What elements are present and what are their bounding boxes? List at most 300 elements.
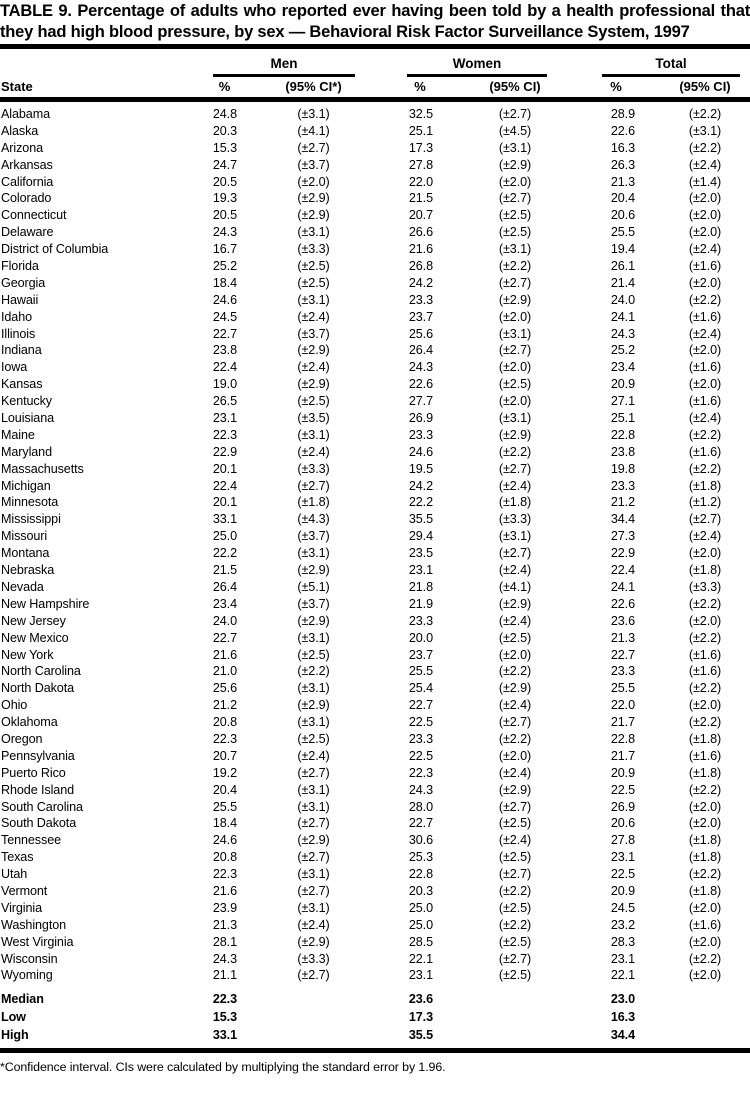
- state-cell: Puerto Rico: [1, 765, 66, 780]
- total-pct-cell: 23.3: [610, 478, 635, 493]
- men-ci-cell: (±2.5): [297, 731, 330, 746]
- state-cell: New York: [1, 647, 54, 662]
- men-pct-cell: 20.8: [212, 850, 237, 865]
- women-pct-cell: 30.6: [408, 833, 433, 848]
- table-row: [0, 866, 750, 883]
- women-pct-cell: 35.5: [408, 1027, 433, 1042]
- total-pct-cell: 28.3: [610, 934, 635, 949]
- total-ci-cell: (±2.0): [688, 934, 722, 949]
- women-ci-cell: (±3.1): [498, 242, 532, 257]
- table-row: [0, 528, 750, 545]
- footnote: *Confidence interval. CIs were calculated by multiplying the standard error by 1.96.: [0, 1060, 446, 1075]
- total-pct-cell: 22.6: [610, 123, 635, 138]
- men-ci-cell: (±3.3): [297, 461, 330, 476]
- women-pct-cell: 21.9: [408, 596, 433, 611]
- total-ci-cell: [635, 1027, 750, 1045]
- men-ci-cell: [237, 991, 390, 1009]
- table-row: [0, 511, 750, 528]
- men-pct-cell: 20.5: [212, 208, 237, 223]
- women-pct-cell: 22.5: [408, 748, 433, 763]
- state-cell: Maryland: [1, 444, 52, 459]
- women-pct-cell: 20.7: [408, 208, 433, 223]
- table-row: [0, 461, 750, 478]
- total-ci-cell: (±2.4): [688, 529, 722, 544]
- state-cell: Idaho: [1, 309, 33, 324]
- total-pct-cell: 24.0: [610, 292, 635, 307]
- table-row: [0, 596, 750, 613]
- women-ci-cell: (±2.4): [498, 613, 532, 628]
- state-cell: Hawaii: [1, 292, 39, 307]
- men-ci-cell: (±2.9): [297, 613, 330, 628]
- men-pct-cell: 20.8: [212, 715, 237, 730]
- women-pct-column-header: %: [414, 79, 426, 94]
- total-ci-cell: (±2.4): [688, 326, 722, 341]
- column-group-men-label: Men: [270, 56, 298, 71]
- total-ci-cell: (±2.2): [688, 782, 722, 797]
- total-ci-cell: (±2.2): [688, 596, 722, 611]
- table-header: [0, 49, 750, 97]
- total-pct-cell: 25.2: [610, 343, 635, 358]
- total-ci-cell: (±2.0): [688, 546, 722, 561]
- total-ci-cell: (±2.4): [688, 157, 722, 172]
- total-ci-cell: (±2.0): [688, 208, 722, 223]
- men-ci-cell: (±2.5): [297, 394, 330, 409]
- total-pct-cell: 23.2: [610, 917, 635, 932]
- men-ci-cell: (±3.1): [297, 900, 330, 915]
- state-cell: Louisiana: [1, 411, 55, 426]
- women-ci-cell: (±2.7): [498, 343, 532, 358]
- table-row: [0, 714, 750, 731]
- total-pct-cell: 24.3: [610, 326, 635, 341]
- men-pct-cell: 25.6: [212, 681, 237, 696]
- column-group-total-label: Total: [655, 56, 687, 71]
- total-pct-cell: 25.1: [610, 411, 635, 426]
- total-pct-cell: 25.5: [610, 225, 635, 240]
- men-pct-cell: 18.4: [212, 816, 237, 831]
- women-ci-cell: (±2.4): [498, 833, 532, 848]
- column-group-women: [407, 56, 547, 77]
- state-cell: Nebraska: [1, 563, 55, 578]
- state-cell: Washington: [1, 917, 67, 932]
- total-ci-cell: (±2.2): [688, 867, 722, 882]
- women-pct-cell: 24.6: [408, 444, 433, 459]
- men-ci-cell: (±2.9): [297, 934, 330, 949]
- women-pct-cell: 23.1: [408, 563, 433, 578]
- total-ci-cell: (±1.8): [688, 563, 722, 578]
- total-ci-cell: (±2.2): [688, 715, 722, 730]
- men-ci-cell: (±3.1): [297, 799, 330, 814]
- men-ci-cell: (±2.5): [297, 275, 330, 290]
- women-ci-cell: (±3.1): [498, 326, 532, 341]
- total-ci-cell: (±1.6): [688, 664, 722, 679]
- total-ci-cell: (±1.4): [688, 174, 722, 189]
- table-row: [0, 647, 750, 664]
- total-ci-cell: (±2.2): [688, 951, 722, 966]
- total-pct-cell: 19.8: [610, 461, 635, 476]
- state-cell: Oklahoma: [1, 715, 58, 730]
- total-ci-cell: (±1.6): [688, 748, 722, 763]
- total-ci-cell: (±2.0): [688, 613, 722, 628]
- women-ci-cell: (±2.2): [498, 883, 532, 898]
- men-pct-cell: 18.4: [212, 275, 237, 290]
- state-cell: North Dakota: [1, 681, 74, 696]
- men-pct-cell: 21.3: [212, 917, 237, 932]
- table-row: [0, 393, 750, 410]
- table-row: [0, 359, 750, 376]
- state-cell: Pennsylvania: [1, 748, 75, 763]
- men-pct-cell: 24.6: [212, 833, 237, 848]
- women-ci-cell: (±2.0): [498, 360, 532, 375]
- state-cell: Arkansas: [1, 157, 53, 172]
- men-ci-cell: (±3.7): [297, 157, 330, 172]
- state-cell: New Jersey: [1, 613, 66, 628]
- table-row: [0, 765, 750, 782]
- men-pct-cell: 28.1: [212, 934, 237, 949]
- total-pct-cell: 21.3: [610, 630, 635, 645]
- total-pct-cell: 26.1: [610, 259, 635, 274]
- men-ci-cell: (±3.7): [297, 326, 330, 341]
- table-row: [0, 917, 750, 934]
- men-pct-cell: 15.3: [212, 140, 237, 155]
- women-pct-cell: 22.0: [408, 174, 433, 189]
- total-pct-cell: 23.3: [610, 664, 635, 679]
- men-pct-cell: 20.4: [212, 782, 237, 797]
- men-pct-cell: 20.1: [212, 461, 237, 476]
- women-pct-cell: 23.6: [408, 992, 433, 1007]
- total-ci-cell: (±1.6): [688, 444, 722, 459]
- women-pct-cell: 22.3: [408, 765, 433, 780]
- women-ci-cell: (±4.1): [498, 579, 532, 594]
- men-pct-cell: 22.3: [212, 867, 237, 882]
- women-ci-cell: (±2.9): [498, 157, 532, 172]
- men-ci-cell: (±2.7): [297, 968, 330, 983]
- state-cell: Oregon: [1, 731, 43, 746]
- table-row: [0, 157, 750, 174]
- men-ci-cell: (±3.3): [297, 951, 330, 966]
- total-ci-cell: (±2.4): [688, 242, 722, 257]
- men-pct-cell: 25.2: [212, 259, 237, 274]
- women-pct-cell: 22.1: [408, 951, 433, 966]
- women-ci-cell: (±2.0): [498, 394, 532, 409]
- table-row: [0, 190, 750, 207]
- total-pct-cell: 22.0: [610, 698, 635, 713]
- men-pct-cell: 22.4: [212, 360, 237, 375]
- women-ci-cell: (±2.0): [498, 748, 532, 763]
- state-cell: Illinois: [1, 326, 36, 341]
- women-pct-cell: 17.3: [408, 140, 433, 155]
- table-title: TABLE 9. Percentage of adults who reported ever having been told by a health professional that they had high blood pressure, by sex — Behavioral Risk Factor Surveillance System, 1997: [0, 2, 750, 41]
- women-ci-cell: (±2.5): [498, 968, 532, 983]
- women-pct-cell: 32.5: [408, 107, 433, 121]
- total-pct-cell: 27.8: [610, 833, 635, 848]
- table-row: [0, 613, 750, 630]
- women-ci-cell: (±3.3): [498, 512, 532, 527]
- men-pct-cell: 26.4: [212, 579, 237, 594]
- total-ci-cell: (±1.8): [688, 478, 722, 493]
- total-ci-cell: (±1.6): [688, 360, 722, 375]
- men-pct-cell: 26.5: [212, 394, 237, 409]
- men-pct-cell: 25.0: [212, 529, 237, 544]
- men-pct-cell: 22.4: [212, 478, 237, 493]
- women-ci-cell: (±2.7): [498, 867, 532, 882]
- total-pct-cell: 22.4: [610, 563, 635, 578]
- total-pct-cell: 26.9: [610, 799, 635, 814]
- women-ci-cell: (±2.0): [498, 309, 532, 324]
- total-ci-cell: [635, 991, 750, 1009]
- table-row: [0, 815, 750, 832]
- women-ci-cell: (±2.9): [498, 681, 532, 696]
- total-pct-column-header: %: [610, 79, 622, 94]
- total-pct-cell: 22.5: [610, 867, 635, 882]
- total-pct-cell: 19.4: [610, 242, 635, 257]
- total-ci-cell: (±1.6): [688, 259, 722, 274]
- total-pct-cell: 16.3: [610, 1009, 635, 1024]
- men-pct-cell: 22.7: [212, 326, 237, 341]
- women-ci-cell: (±2.0): [498, 174, 532, 189]
- state-cell: Utah: [1, 867, 28, 882]
- state-cell: West Virginia: [1, 934, 74, 949]
- summary-section: [0, 991, 750, 1044]
- men-pct-cell: 23.9: [212, 900, 237, 915]
- women-pct-cell: 22.7: [408, 816, 433, 831]
- men-pct-cell: 21.5: [212, 563, 237, 578]
- men-ci-cell: (±2.2): [297, 664, 330, 679]
- women-pct-cell: 27.7: [408, 394, 433, 409]
- women-ci-cell: (±3.1): [498, 529, 532, 544]
- table-row: [0, 207, 750, 224]
- state-cell: Maine: [1, 427, 35, 442]
- women-ci-cell: (±2.7): [498, 461, 532, 476]
- women-ci-cell: (±2.9): [498, 427, 532, 442]
- table-row: [0, 697, 750, 714]
- total-ci-cell: (±1.8): [688, 765, 722, 780]
- table-body: [0, 106, 750, 984]
- total-pct-cell: 20.6: [610, 208, 635, 223]
- women-ci-cell: (±2.0): [498, 647, 532, 662]
- men-pct-cell: 22.3: [212, 992, 237, 1007]
- total-pct-cell: 22.6: [610, 596, 635, 611]
- women-pct-cell: 23.1: [408, 968, 433, 983]
- total-pct-cell: 34.4: [610, 512, 635, 527]
- women-ci-cell: (±3.1): [498, 140, 532, 155]
- women-pct-cell: 24.2: [408, 275, 433, 290]
- men-ci-cell: (±1.8): [297, 495, 330, 510]
- state-cell: South Dakota: [1, 816, 77, 831]
- women-ci-cell: (±2.4): [498, 765, 532, 780]
- men-ci-cell: (±3.1): [297, 427, 330, 442]
- table-row: [0, 140, 750, 157]
- column-group-total: [602, 56, 740, 77]
- men-ci-cell: [237, 1009, 390, 1027]
- table-row: [0, 562, 750, 579]
- table-row: [0, 224, 750, 241]
- men-ci-cell: (±2.9): [297, 563, 330, 578]
- women-ci-cell: (±2.7): [498, 275, 532, 290]
- state-cell: Rhode Island: [1, 782, 75, 797]
- state-cell: Indiana: [1, 343, 42, 358]
- state-cell: Michigan: [1, 478, 51, 493]
- women-pct-cell: 25.0: [408, 900, 433, 915]
- women-ci-cell: (±2.5): [498, 630, 532, 645]
- women-pct-cell: 23.3: [408, 427, 433, 442]
- men-ci-cell: (±3.1): [297, 225, 330, 240]
- total-pct-cell: 21.4: [610, 275, 635, 290]
- women-pct-cell: 23.3: [408, 613, 433, 628]
- table-row: [0, 967, 750, 984]
- total-pct-cell: 16.3: [610, 140, 635, 155]
- men-ci-cell: (±3.7): [297, 596, 330, 611]
- women-ci-cell: (±2.9): [498, 596, 532, 611]
- state-cell: Minnesota: [1, 495, 59, 510]
- total-ci-cell: (±2.0): [688, 968, 722, 983]
- men-ci-column-header: (95% CI*): [285, 79, 342, 94]
- men-pct-cell: 23.1: [212, 411, 237, 426]
- men-pct-cell: 21.6: [212, 647, 237, 662]
- women-pct-cell: 17.3: [408, 1009, 433, 1024]
- summary-row: [0, 991, 750, 1009]
- women-pct-cell: 28.0: [408, 799, 433, 814]
- state-cell: Connecticut: [1, 208, 67, 223]
- table-row: [0, 342, 750, 359]
- men-pct-cell: 21.0: [212, 664, 237, 679]
- men-ci-cell: (±3.1): [297, 292, 330, 307]
- women-pct-cell: 25.0: [408, 917, 433, 932]
- state-cell: High: [1, 1027, 29, 1042]
- women-pct-cell: 22.7: [408, 698, 433, 713]
- women-ci-cell: (±2.4): [498, 563, 532, 578]
- table-row: [0, 934, 750, 951]
- men-pct-cell: 23.8: [212, 343, 237, 358]
- women-ci-cell: (±4.5): [498, 123, 532, 138]
- table-row: [0, 275, 750, 292]
- state-cell: Texas: [1, 850, 34, 865]
- total-ci-cell: (±1.8): [688, 850, 722, 865]
- total-pct-cell: 21.7: [610, 748, 635, 763]
- men-ci-cell: (±2.9): [297, 698, 330, 713]
- women-ci-cell: (±2.7): [498, 715, 532, 730]
- total-pct-cell: 22.7: [610, 647, 635, 662]
- men-ci-cell: (±3.1): [297, 107, 330, 121]
- total-ci-cell: (±1.6): [688, 394, 722, 409]
- total-ci-cell: (±2.0): [688, 816, 722, 831]
- table-row: [0, 106, 750, 123]
- women-pct-cell: 23.7: [408, 647, 433, 662]
- state-cell: Tennessee: [1, 833, 62, 848]
- women-pct-cell: 29.4: [408, 529, 433, 544]
- total-pct-cell: 26.3: [610, 157, 635, 172]
- subheader-row: [0, 79, 750, 94]
- men-ci-cell: (±3.1): [297, 782, 330, 797]
- total-pct-cell: 24.1: [610, 309, 635, 324]
- men-ci-cell: (±2.7): [297, 478, 330, 493]
- men-ci-cell: (±3.5): [297, 411, 330, 426]
- men-pct-cell: 24.0: [212, 613, 237, 628]
- state-column-header: State: [1, 79, 33, 94]
- women-pct-cell: 24.2: [408, 478, 433, 493]
- women-pct-cell: 24.3: [408, 360, 433, 375]
- state-cell: Virginia: [1, 900, 42, 915]
- men-pct-cell: 24.3: [212, 225, 237, 240]
- total-pct-cell: 21.7: [610, 715, 635, 730]
- table-row: [0, 545, 750, 562]
- women-ci-cell: (±2.5): [498, 225, 532, 240]
- men-pct-cell: 25.5: [212, 799, 237, 814]
- women-ci-cell: (±2.5): [498, 208, 532, 223]
- total-ci-cell: (±1.8): [688, 883, 722, 898]
- men-pct-cell: 33.1: [212, 1027, 237, 1042]
- women-ci-cell: (±1.8): [498, 495, 532, 510]
- total-ci-cell: (±3.1): [688, 123, 722, 138]
- men-pct-cell: 24.8: [212, 107, 237, 121]
- total-pct-cell: 25.5: [610, 681, 635, 696]
- table-row: [0, 579, 750, 596]
- men-pct-cell: 24.5: [212, 309, 237, 324]
- men-pct-cell: 23.4: [212, 596, 237, 611]
- state-cell: Delaware: [1, 225, 54, 240]
- column-group-men: [213, 56, 355, 77]
- header-divider: [0, 97, 750, 102]
- state-cell: Missouri: [1, 529, 48, 544]
- women-pct-cell: 26.9: [408, 411, 433, 426]
- total-pct-cell: 24.5: [610, 900, 635, 915]
- table-row: [0, 849, 750, 866]
- men-ci-cell: (±2.4): [297, 309, 330, 324]
- state-cell: Nevada: [1, 579, 44, 594]
- total-pct-cell: 27.1: [610, 394, 635, 409]
- state-cell: Vermont: [1, 883, 48, 898]
- table-row: [0, 444, 750, 461]
- total-ci-cell: (±2.0): [688, 225, 722, 240]
- state-cell: Alabama: [1, 107, 51, 121]
- total-pct-cell: 21.2: [610, 495, 635, 510]
- women-ci-cell: (±2.7): [498, 546, 532, 561]
- summary-row: [0, 1009, 750, 1027]
- women-ci-cell: (±2.5): [498, 934, 532, 949]
- state-cell: District of Columbia: [1, 242, 109, 257]
- table-row: [0, 410, 750, 427]
- men-ci-cell: (±3.1): [297, 867, 330, 882]
- total-ci-cell: (±2.4): [688, 411, 722, 426]
- men-pct-cell: 19.0: [212, 377, 237, 392]
- total-ci-cell: (±1.8): [688, 731, 722, 746]
- total-pct-cell: 23.4: [610, 360, 635, 375]
- total-ci-cell: (±1.6): [688, 309, 722, 324]
- men-ci-cell: (±5.1): [297, 579, 330, 594]
- men-ci-cell: (±4.1): [297, 123, 330, 138]
- men-ci-cell: (±3.1): [297, 681, 330, 696]
- men-pct-cell: 24.6: [212, 292, 237, 307]
- total-pct-cell: 22.5: [610, 782, 635, 797]
- men-pct-cell: 19.2: [212, 765, 237, 780]
- column-group-women-label: Women: [452, 56, 502, 71]
- total-ci-cell: (±1.8): [688, 833, 722, 848]
- total-pct-cell: 22.9: [610, 546, 635, 561]
- women-ci-cell: (±2.2): [498, 664, 532, 679]
- state-cell: Massachusetts: [1, 461, 84, 476]
- men-ci-cell: (±2.4): [297, 444, 330, 459]
- women-ci-cell: [433, 1027, 597, 1045]
- women-pct-cell: 27.8: [408, 157, 433, 172]
- men-ci-cell: (±2.4): [297, 360, 330, 375]
- table-row: [0, 174, 750, 191]
- summary-row: [0, 1027, 750, 1045]
- total-pct-cell: 20.9: [610, 377, 635, 392]
- total-pct-cell: 23.1: [610, 951, 635, 966]
- total-pct-cell: 20.4: [610, 191, 635, 206]
- men-ci-cell: (±3.7): [297, 529, 330, 544]
- total-pct-cell: 28.9: [610, 107, 635, 121]
- table-row: [0, 680, 750, 697]
